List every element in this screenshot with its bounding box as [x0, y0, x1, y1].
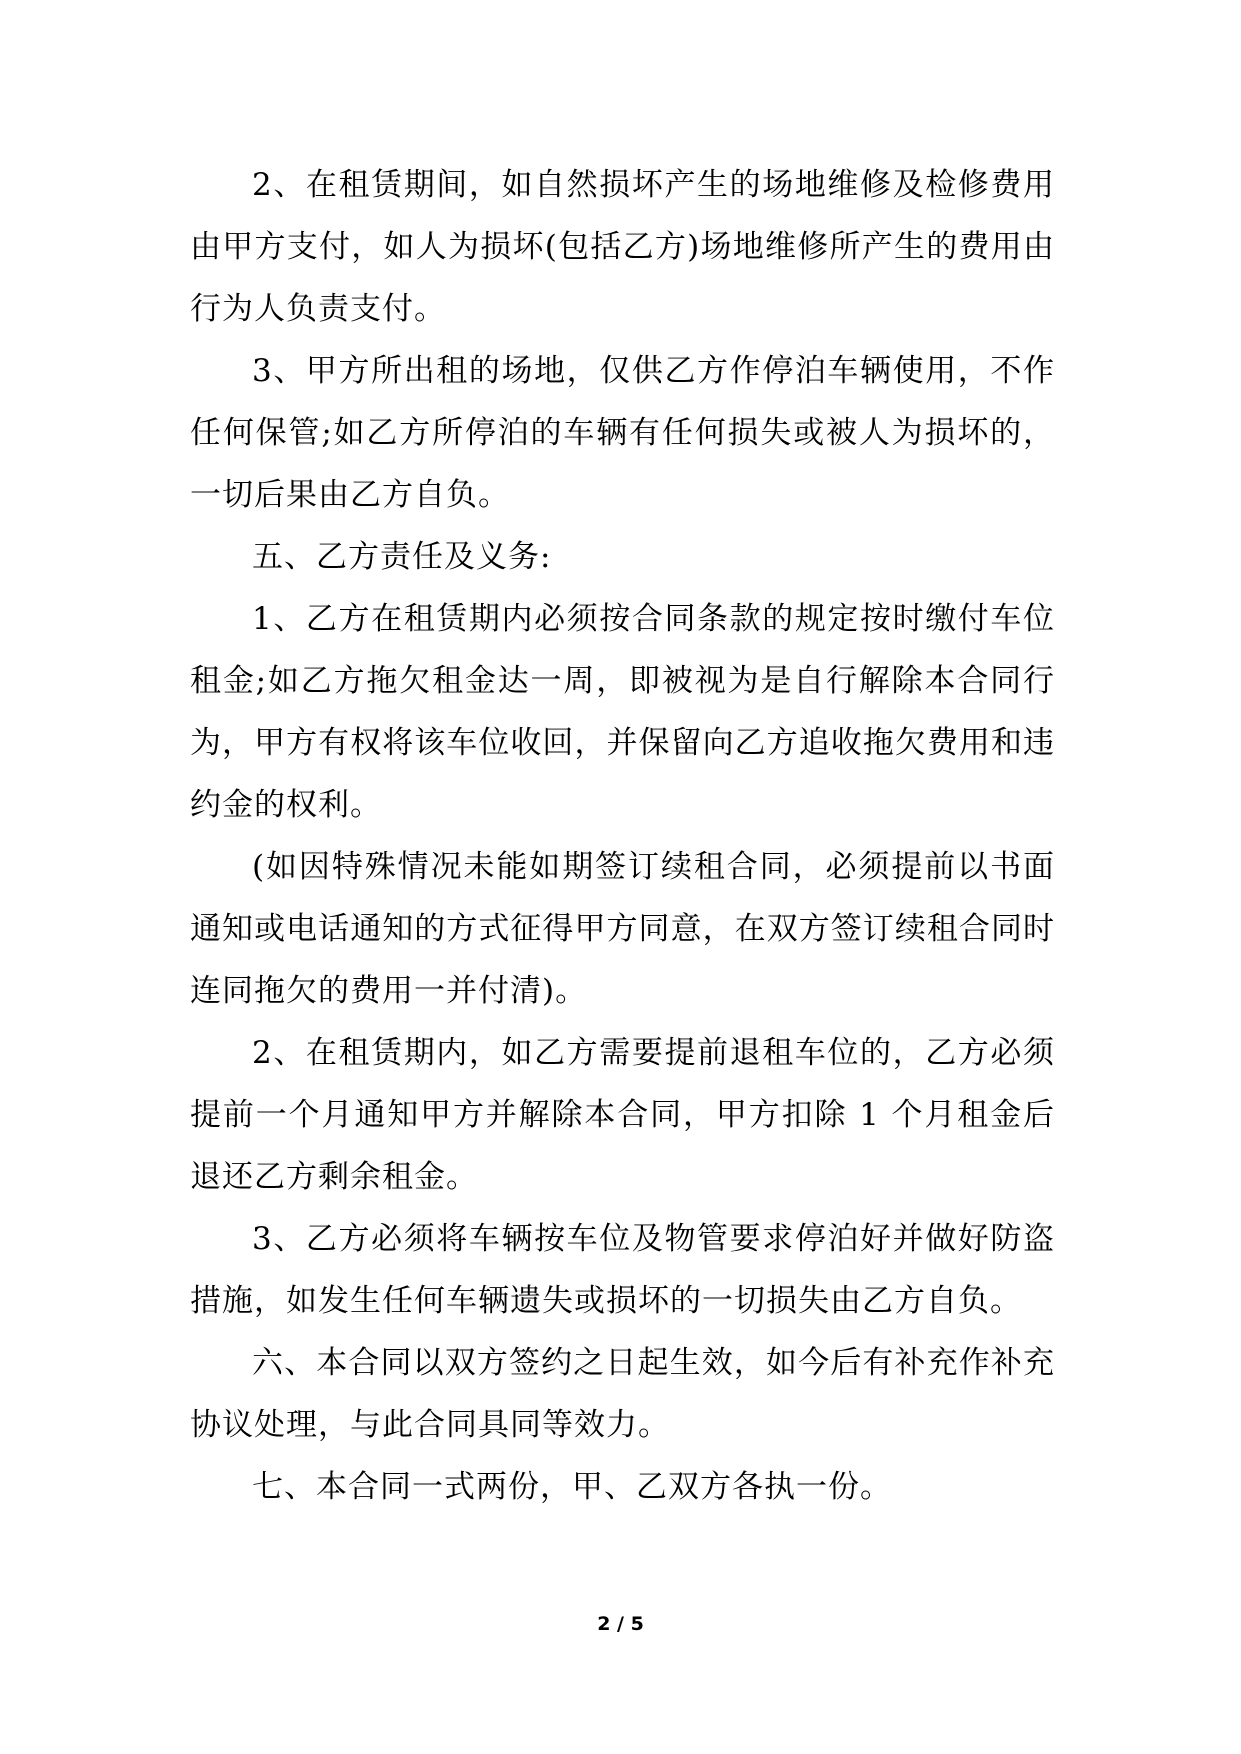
section-heading-5: 五、乙方责任及义务: — [252, 539, 552, 575]
section-6: 六、本合同以双方签约之日起生效，如今后有补充作补充协议处理，与此合同具同等效力。 — [190, 1345, 1055, 1443]
paragraph-clause-5-3: 3、乙方必须将车辆按车位及物管要求停泊好并做好防盗措施，如发生任何车辆遗失或损坏的一切损失由乙方自负。 — [190, 1221, 1055, 1319]
paragraph-clause-5-1: 1、乙方在租赁期内必须按合同条款的规定按时缴付车位租金;如乙方拖欠租金达一周，即被视为是自行解除本合同行为，甲方有权将该车位收回，并保留向乙方追收拖欠费用和违约金的权利。 — [190, 601, 1055, 823]
paragraph-clause-4-3: 3、甲方所出租的场地，仅供乙方作停泊车辆使用，不作任何保管;如乙方所停泊的车辆有任何损失或被人为损坏的，一切后果由乙方自负。 — [190, 353, 1055, 513]
page-number: 2 / 5 — [597, 1613, 644, 1635]
paragraph-clause-5-2: 2、在租赁期内，如乙方需要提前退租车位的，乙方必须提前一个月通知甲方并解除本合同，甲方扣除 1 个月租金后退还乙方剩余租金。 — [190, 1035, 1055, 1195]
section-7: 七、本合同一式两份，甲、乙双方各执一份。 — [252, 1469, 892, 1505]
paragraph-clause-4-2: 2、在租赁期间，如自然损坏产生的场地维修及检修费用由甲方支付，如人为损坏(包括乙方)场地维修所产生的费用由行为人负责支付。 — [190, 167, 1055, 327]
paragraph-clause-5-1-note: (如因特殊情况未能如期签订续租合同，必须提前以书面通知或电话通知的方式征得甲方同意，在双方签订续租合同时连同拖欠的费用一并付清)。 — [190, 849, 1055, 1009]
document-body — [190, 154, 1055, 1518]
